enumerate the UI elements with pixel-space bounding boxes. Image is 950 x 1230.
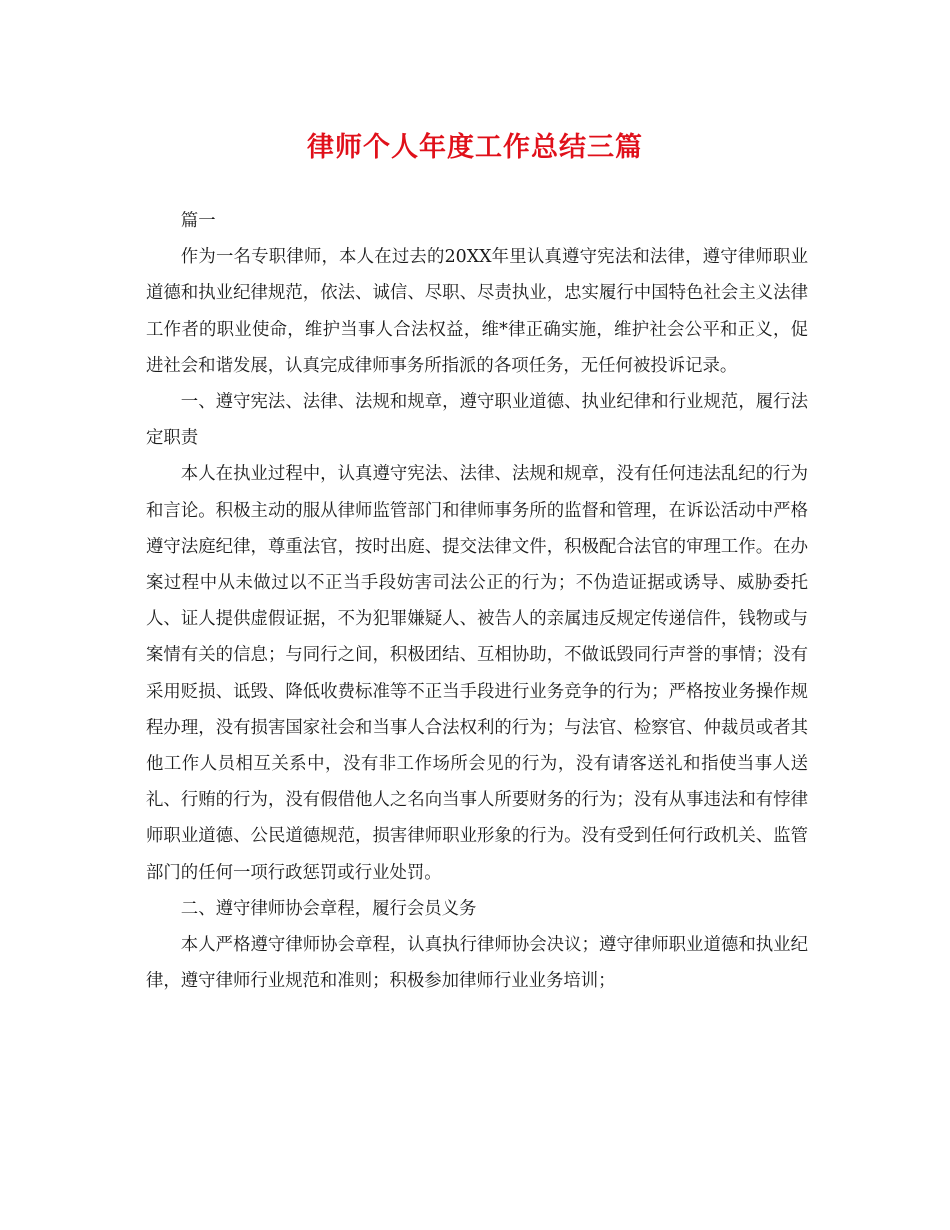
document-title: 律师个人年度工作总结三篇 bbox=[307, 132, 643, 163]
document-body bbox=[146, 203, 808, 999]
section-label-part-one: 篇一 bbox=[180, 211, 216, 231]
section-heading-two: 二、遵守律师协会章程，履行会员义务 bbox=[180, 898, 477, 919]
section-heading-one: 一、遵守宪法、法律、法规和规章，遵守职业道德、执业纪律和行业规范，履行法定职责 bbox=[146, 392, 808, 449]
section-one-paragraph: 本人在执业过程中，认真遵守宪法、法律、法规和规章，没有任何违法乱纪的行为和言论。积极主动的服从律师监管部门和律师事务所的监督和管理，在诉讼活动中严格遵守法庭纪律，尊重法官，按时出庭、提交法律文件，积极配合法官的审理工作。在办案过程中从未做过以不正当手段妨害司法公正的行为；不伪造证据或诱导、威胁委托人、证人提供虚假证据，不为犯罪嫌疑人、被告人的亲属违反规定传递信件，钱物或与案情有关的信息；与同行之间，积极团结、互相协助，不做诋毁同行声誉的事情；没有采用贬损、诋毁、降低收费标准等不正当手段进行业务竞争的行为；严格按业务操作规程办理，没有损害国家社会和当事人合法权利的行为；与法官、检察官、仲裁员或者其他工作人员相互关系中，没有非工作场所会见的行为，没有请客送礼和指使当事人送礼、行贿的行为，没有假借他人之名向当事人所要财务的行为；没有从事违法和有悖律师职业道德、公民道德规范，损害律师职业形象的行为。没有受到任何行政机关、监管部门的任何一项行政惩罚或行业处罚。 bbox=[146, 464, 808, 883]
section-two-paragraph: 本人严格遵守律师协会章程，认真执行律师协会决议；遵守律师职业道德和执业纪律，遵守律师行业规范和准则；积极参加律师行业业务培训； bbox=[146, 935, 808, 992]
intro-paragraph: 作为一名专职律师，本人在过去的20XX年里认真遵守宪法和法律，遵守律师职业道德和执业纪律规范，依法、诚信、尽职、尽责执业，忠实履行中国特色社会主义法律工作者的职业使命，维护当事人合法权益，维*律正确实施，维护社会公平和正义，促进社会和谐发展，认真完成律师事务所指派的各项任务，无任何被投诉记录。 bbox=[146, 247, 808, 376]
